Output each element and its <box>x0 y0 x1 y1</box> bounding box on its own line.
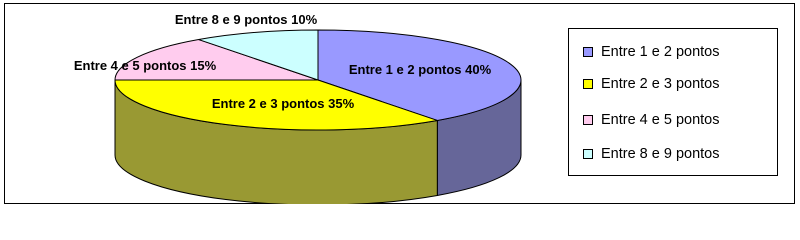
legend <box>568 28 778 176</box>
legend-item-4 <box>583 145 720 163</box>
data-label-4: Entre 8 e 9 pontos 10% <box>174 12 318 27</box>
legend-item-2 <box>583 75 720 93</box>
legend-label-4: Entre 8 e 9 pontos <box>601 146 720 162</box>
legend-swatch-3 <box>583 115 593 125</box>
data-label-1: Entre 1 e 2 pontos 40% <box>348 62 492 77</box>
legend-label-2: Entre 2 e 3 pontos <box>601 76 720 92</box>
data-label-3: Entre 4 e 5 pontos 15% <box>73 58 217 73</box>
data-label-2: Entre 2 e 3 pontos 35% <box>211 96 355 111</box>
legend-swatch-1 <box>583 47 593 57</box>
legend-item-1 <box>583 43 720 61</box>
legend-item-3 <box>583 111 720 129</box>
pie-chart <box>5 4 565 204</box>
legend-label-1: Entre 1 e 2 pontos <box>601 44 720 60</box>
legend-label-3: Entre 4 e 5 pontos <box>601 112 720 128</box>
chart-frame <box>4 3 795 204</box>
legend-swatch-2 <box>583 79 593 89</box>
legend-swatch-4 <box>583 149 593 159</box>
